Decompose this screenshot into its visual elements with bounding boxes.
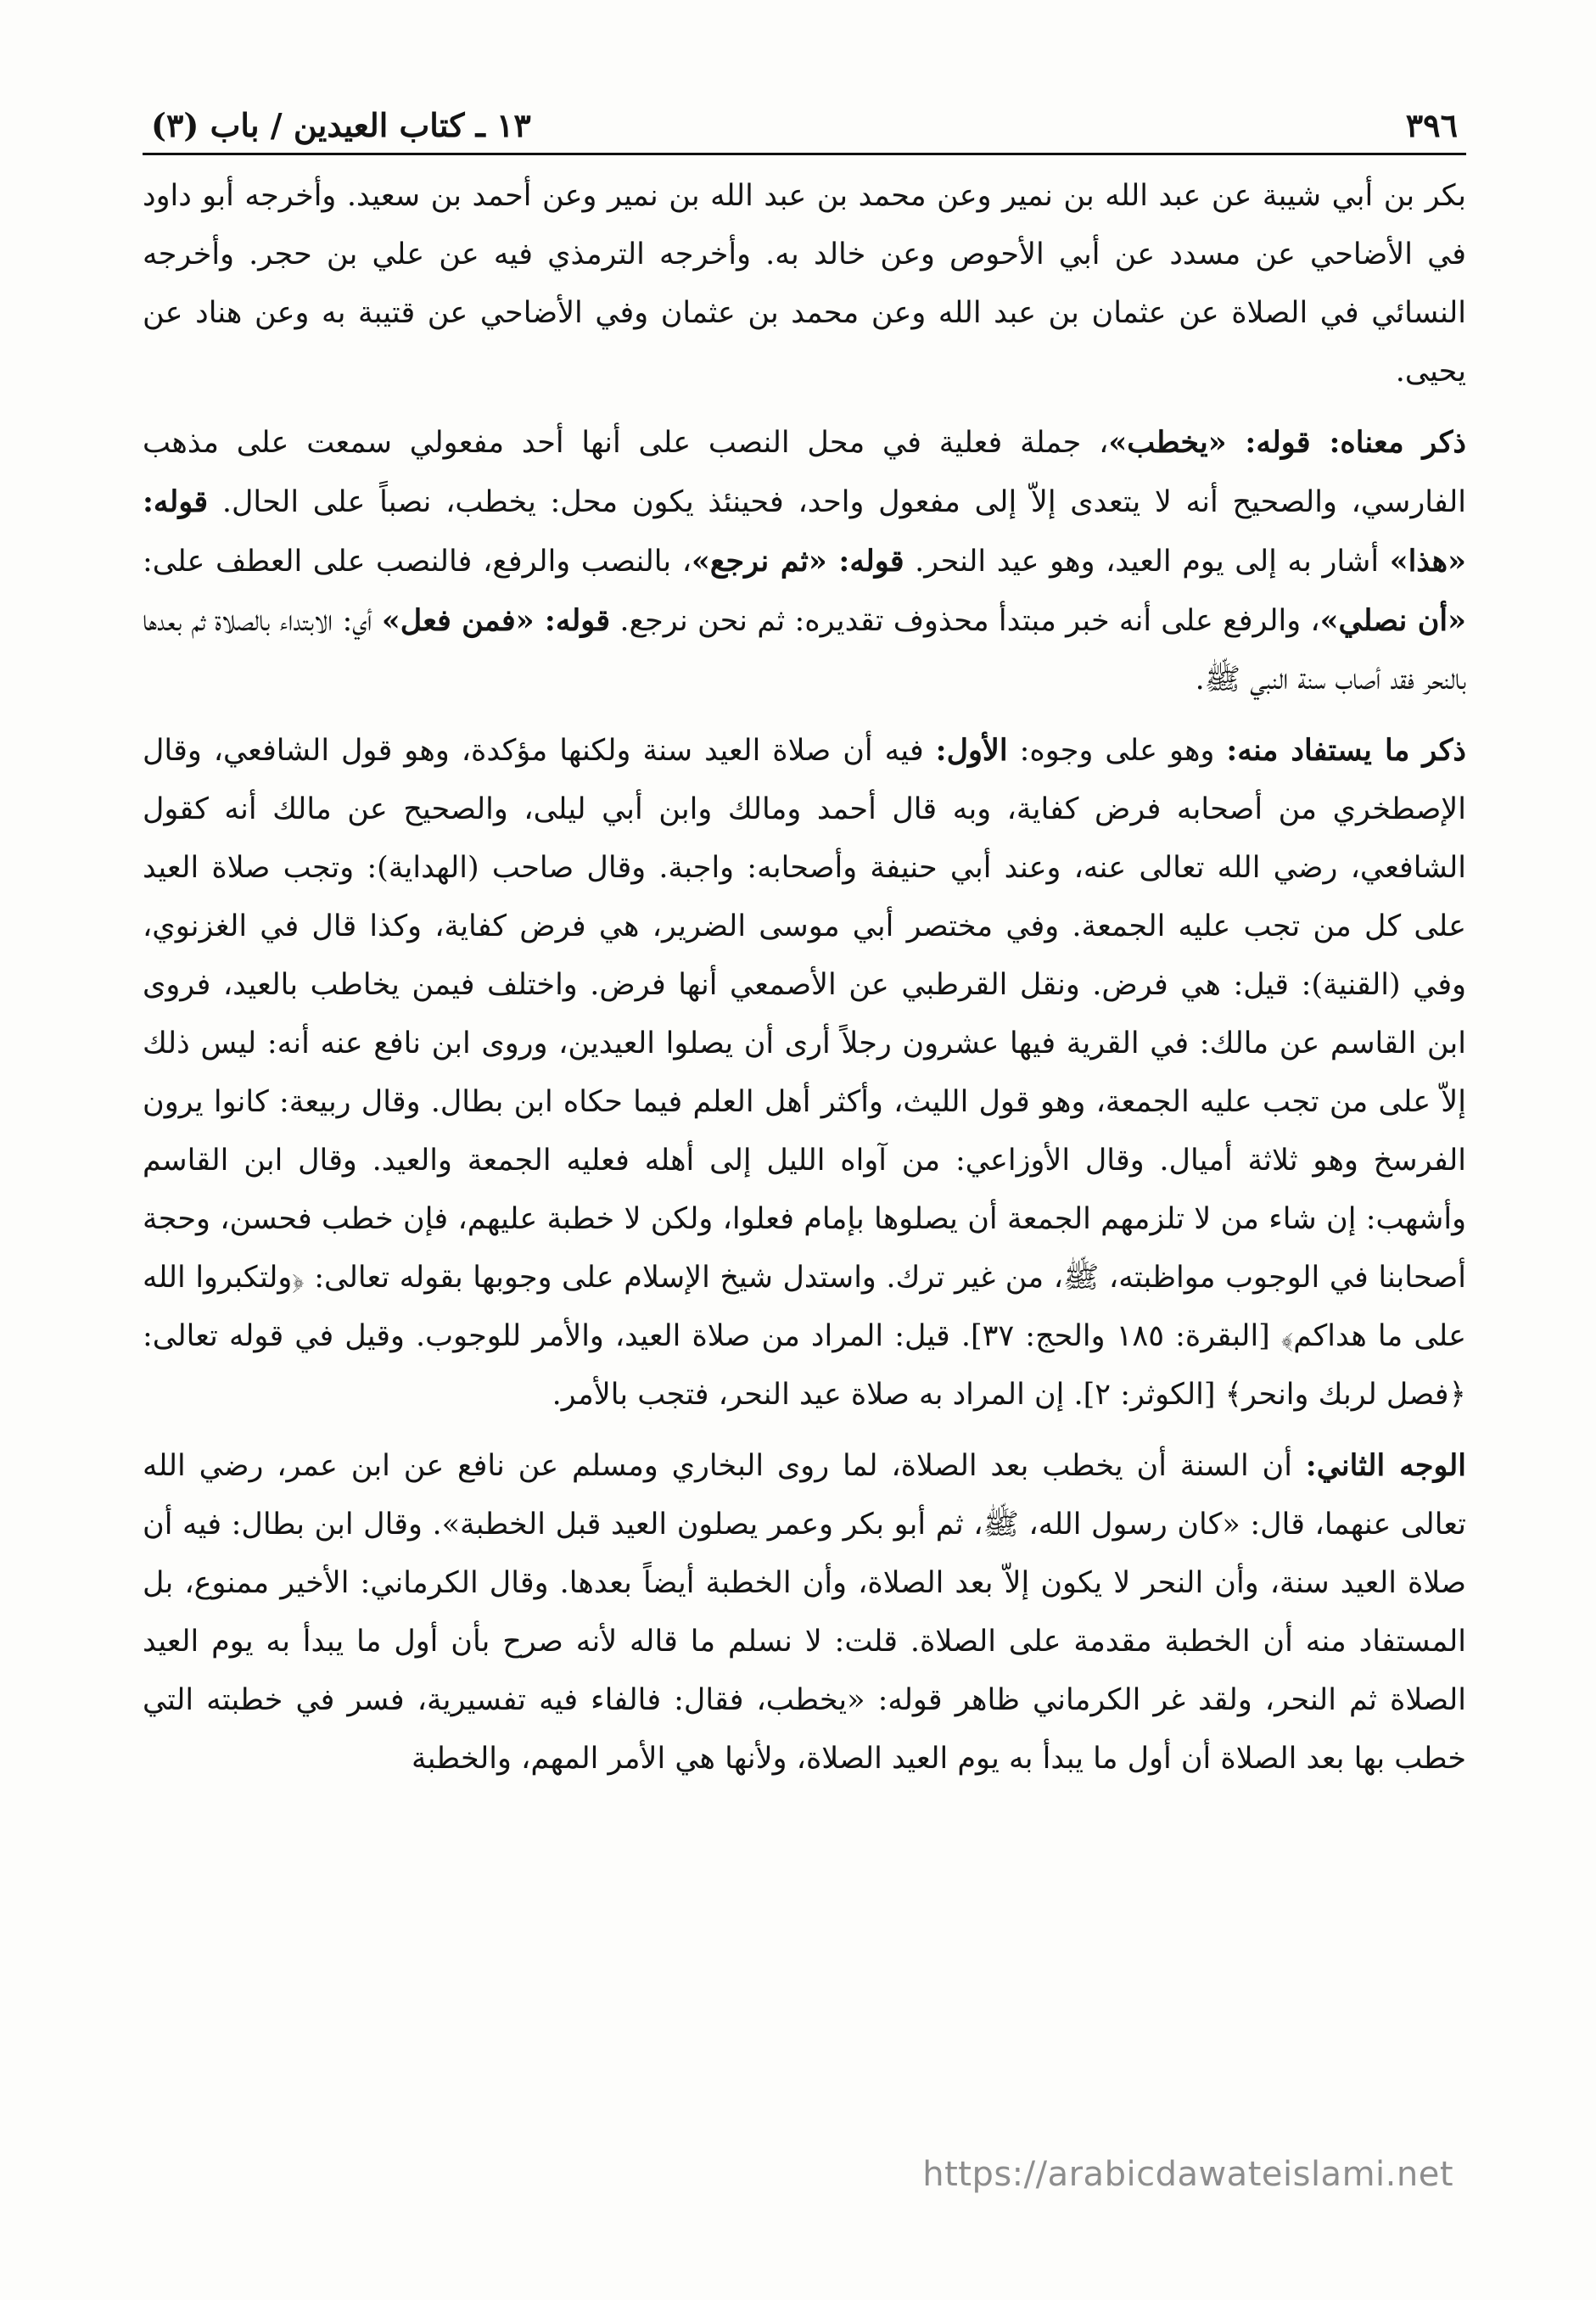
bold-run: الأول: <box>935 733 1008 768</box>
text-run: فيه أن صلاة العيد سنة ولكنها مؤكدة، وهو قول الشافعي، وقال الإصطخري من أصحابه فرض كفاية، وبه قال أحمد ومالك وابن أبي ليلى، والصحيح عن مالك أنه كقول الشافعي، رضي الله تعالى عنه، وعند أبي حنيفة وأصحابه: واجبة. وقال صاحب (الهداية): وتجب صلاة العيد على كل من تجب عليه الجمعة. وفي مختصر أبي موسى الضرير، هي فرض كفاية، وكذا قال في الغزنوي، وفي (القنية): قيل: هي فرض. ونقل القرطبي عن الأصمعي أنها فرض. واختلف فيمن يخاطب بالعيد، فروى ابن القاسم عن مالك: في القرية فيها عشرون رجلاً أرى أن يصلوا العيدين، وروى ابن نافع عنه أنه: ليس ذلك إلاّ على من تجب عليه الجمعة، وهو قول الليث، وأكثر أهل العلم فيما حكاه ابن بطال. وقال ربيعة: كانوا يرون الفرسخ وهو ثلاثة أميال. وقال الأوزاعي: من آواه الليل إلى أهله فعليه الجمعة والعيد. وقال ابن القاسم وأشهب: إن شاء من لا تلزمهم الجمعة أن يصلوها بإمام فعلوا، ولكن لا خطبة عليهم، فإن خطب فحسن، وحجة أصحابنا في الوجوب مواظبته، ﷺ، من غير ترك. واستدل شيخ الإسلام على وجوبها بقوله تعالى: ﴿ولتكبروا الله على ما هداكم﴾ [البقرة: ١٨٥ والحج: ٣٧]. قيل: المراد من صلاة العيد، والأمر للوجوب. وقيل في قوله تعالى: ﴿فصل لربك وانحر﴾ [الكوثر: ٢]. إن المراد به صلاة عيد النحر، فتجب بالأمر. <box>143 734 1466 1412</box>
chapter-title: ١٣ ـ كتاب العيدين / باب (٣) <box>151 106 531 144</box>
paragraph <box>143 1436 1466 1788</box>
text-run: أشار به إلى يوم العيد، وهو عيد النحر. <box>904 545 1390 579</box>
text-run: ، جملة فعلية في محل النصب على أنها أحد مفعولي سمعت على مذهب الفارسي، والصحيح أنه لا يتعدى إلاّ إلى مفعول واحد، فحينئذ يكون محل: يخطب، نصباً على الحال. <box>143 426 1466 519</box>
text-run: أن السنة أن يخطب بعد الصلاة، لما روى البخاري ومسلم عن نافع عن ابن عمر، رضي الله تعالى عنهما، قال: «كان رسول الله، ﷺ، ثم أبو بكر وعمر يصلون العيد قبل الخطبة». وقال ابن بطال: فيه أن صلاة العيد سنة، وأن النحر لا يكون إلاّ بعد الصلاة، وأن الخطبة أيضاً بعدها. وقال الكرماني: الأخير ممنوع، بل المستفاد منه أن الخطبة مقدمة على الصلاة. قلت: لا نسلم ما قاله لأنه صرح بأن أول ما يبدأ به يوم العيد الصلاة ثم النحر، ولقد غر الكرماني ظاهر قوله: «يخطب، فقال: فالفاء فيه تفسيرية، فسر في خطبته التي خطب بها بعد الصلاة أن أول ما يبدأ به يوم العيد الصلاة، ولأنها هي الأمر المهم، والخطبة <box>143 1449 1466 1776</box>
page-number: ٣٩٦ <box>1405 106 1458 144</box>
bold-run: قوله: «فمن فعل» <box>381 603 611 638</box>
text-run: ، بالنصب والرفع، فالنصب على العطف على: <box>143 545 692 579</box>
bold-run: قوله: «ثم نرجع» <box>692 544 904 579</box>
paragraph <box>143 413 1466 709</box>
page-header <box>143 78 1466 155</box>
body-text <box>143 155 1466 1788</box>
text-run: ، والرفع على أنه خبر مبتدأ محذوف تقديره: ثم نحن نرجع. <box>610 604 1320 638</box>
text-run: أي: الابتداء بالصلاة ثم بعدها بالنحر فقد أصاب سنة النبي ﷺ. <box>143 604 1466 697</box>
paragraph <box>143 167 1466 401</box>
bold-run: الوجه الثاني: <box>1305 1448 1466 1483</box>
bold-run: قوله: «هذا» <box>143 484 1466 579</box>
document-page <box>143 78 1466 1800</box>
bold-run: ذكر ما يستفاد منه: <box>1226 733 1466 768</box>
text-run: بكر بن أبي شيبة عن عبد الله بن نمير وعن محمد بن عبد الله بن نمير وعن أحمد بن سعيد. وأخرجه أبو داود في الأضاحي عن مسدد عن أبي الأحوص وعن خالد به. وأخرجه الترمذي فيه عن علي بن حجر. وأخرجه النسائي في الصلاة عن عثمان بن عبد الله وعن محمد بن عثمان وفي الأضاحي عن قتيبة به وعن هناد عن يحيى. <box>143 179 1466 389</box>
bold-run: «أن نصلي» <box>1319 603 1467 638</box>
bold-run: ذكر معناه: قوله: «يخطب» <box>1108 425 1466 460</box>
text-run: وهو على وجوه: <box>1007 734 1227 768</box>
paragraph <box>143 721 1466 1424</box>
watermark-url: https://arabicdawateislami.net <box>922 2155 1453 2194</box>
